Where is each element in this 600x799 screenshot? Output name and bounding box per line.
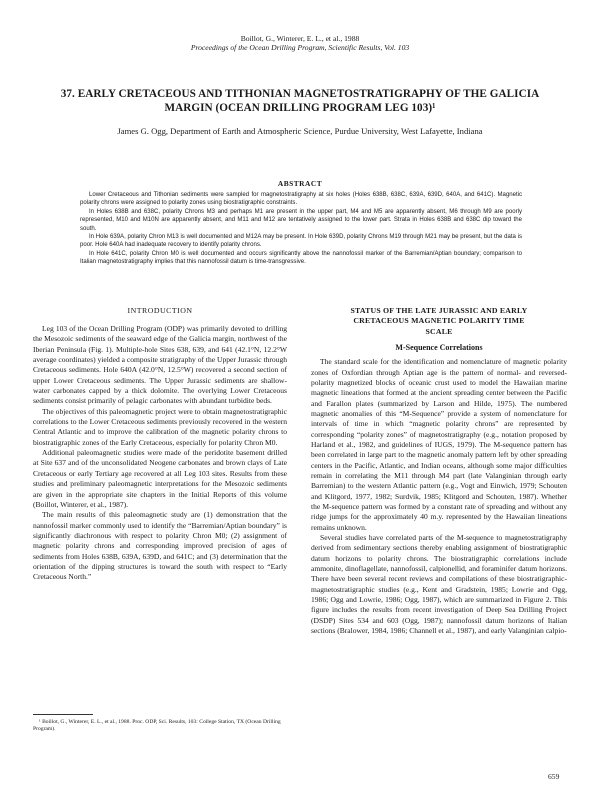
body-paragraph: Several studies have correlated parts of the M-sequence to magnetostratigraphy derived from sedimentary sections thereby enabling assignment of biostratigraphic datum horizons to polarity chrons. The biostratigraphic correlations include ammonite, dinoflagellate, nannofossil, calpionellid, and foraminifer datum horizons. There have been several recent reviews and compilations of these biostratigraphic-magnetostratigraphic studies (e.g., Kent and Gradstein, 1985; Lowrie and Ogg, 1986; Ogg and Lowrie, 1986; Ogg, 1987), which are summarized in Figure 2. This figure includes the results from recent investigation of Deep Sea Drilling Project (DSDP) Sites 534 and 603 (Ogg, 1987); nannofossil datum horizons of Italian sections (Bralower, 1984, 1986; Channell et al., 1987), and early Valanginian calpio- (311, 533, 567, 636)
running-head-citation: Boillot, G., Winterer, E. L., et al., 1988 (240, 34, 360, 43)
section-heading (311, 306, 567, 337)
body-paragraph: The standard scale for the identification and nomenclature of magnetic polarity zones of Oxfordian through Aptian age is the pattern of normal- and reversed-polarity magnetized blocks of oceanic crust used to model the Hawaiian marine magnetic lineations that formed at the ancient spreading center between the Pacific and Farallon plates (summarized by Larson and Hilde, 1975). The numbered magnetic anomalies of this “M-Sequence” provide a system of nomenclature for intervals of time in which “magnetic polarity chrons” are represented by corresponding “polarity zones” of magnetostratigraphy (e.g., notation proposed by Harland et al., 1982, and guidelines of IUGS, 1979). The M-sequence pattern has been correlated in large part to the magnetic anomaly pattern left by other spreading centers in the Pacific, Atlantic, and Indian oceans, although some major difficulties remain in correlating the M11 through M4 part (late Valanginian through early Barremian) to the western Atlantic pattern (e.g., Vogt and Einwich, 1979; Schouten and Klitgord, 1977, 1982; Surdvik, 1985; Klitgord and Schouten, 1987). Whether the M-sequence pattern was formed by a constant rate of spreading and without any ridge jumps for the approximately 40 m.y. represented by the Hawaiian lineations remains unknown. (311, 357, 567, 532)
author-affiliation: James G. Ogg, Department of Earth and Atmospheric Science, Purdue University, West Lafayette, Indiana (117, 126, 483, 136)
abstract-paragraph: In Hole 639A, polarity Chron M13 is well documented and M12A may be present. In Hole 639D, polarity Chrons M19 through M21 may be present, but the data is poor. Hole 640A had inadequate recovery to identify polarity chrons. (80, 234, 522, 249)
abstract (80, 191, 522, 267)
footnote (33, 714, 287, 734)
body-paragraph: The main results of this paleomagnetic study are (1) demonstration that the nannofossil marker commonly used to identify the “Barremian/Aptian boundary” is significantly diachronous with respect to polarity Chron M0; (2) assignment of magnetic polarity chrons and corresponding improved precision of ages of sediments from Holes 638B, 639A, 639D, and 641C; and (3) determination that the orientation of the dipping structures is toward the south with respect to “Early Cretaceous North.” (33, 510, 287, 582)
page-number: 659 (548, 772, 560, 781)
title-line-2: MARGIN (OCEAN DRILLING PROGRAM LEG 103)¹ (164, 101, 436, 114)
abstract-paragraph: Lower Cretaceous and Tithonian sediments were sampled for magnetostratigraphy at six holes (Holes 638B, 638C, 639A, 639D, 640A, and 641C). Magnetic polarity chrons were assigned to polarity zones using biostratigraphic constraints. (80, 192, 522, 207)
introduction-heading: INTRODUCTION (127, 306, 193, 315)
body-paragraph: The objectives of this paleomagnetic project were to obtain magnetostratigraphic correlations to the Lower Cretaceous sediments previously recovered in the western Central Atlantic and to improve the calibration of the magnetic polarity chrons to biostratigraphic zones of the Early Cretaceous, especially for polarity Chron M0. (33, 406, 287, 447)
abstract-heading: ABSTRACT (277, 179, 323, 188)
running-head-series: Proceedings of the Ocean Drilling Program, Scientific Results, Vol. 103 (190, 43, 410, 53)
title-line-1: 37. EARLY CRETACEOUS AND TITHONIAN MAGNETOSTRATIGRAPHY OF THE GALICIA (60, 88, 540, 100)
footnote-text: ¹ Boillot, G., Winterer, E. L., et al., 1988. Proc. ODP, Sci. Results, 103: College Station, TX (Ocean Drilling Program). (33, 719, 281, 733)
abstract-paragraph: In Hole 641C, polarity Chron M0 is well documented and occurs significantly above the nannofossil marker of the Barremian/Aptian boundary; comparison to Italian magnetostratigraphy implies that this nannofossil datum is time-transgressive. (80, 250, 522, 266)
paper-title (30, 88, 570, 115)
body-paragraph: Additional paleomagnetic studies were made of the peridotite basement drilled at Site 637 and of the unconsolidated Neogene carbonates and brown clays of Late Cretaceous or early Tertiary age recovered at all Leg 103 sites. Results from these studies and preliminary paleomagnetic interpretations for the Mesozoic sediments are given in the appropriate site chapters in the Initial Reports of this volume (Boillot, Winterer, et al., 1987). (33, 448, 287, 509)
section-heading-line-2: CRETACEOUS MAGNETIC POLARITY TIME (353, 316, 525, 326)
section-heading-line-3: SCALE (425, 326, 453, 336)
section-heading-line-1: STATUS OF THE LATE JURASSIC AND EARLY (350, 306, 528, 315)
abstract-paragraph: In Holes 638B and 638C, polarity Chrons M3 and perhaps M1 are present in the upper part, M4 and M5 are apparently absent, M6 through M9 are poorly represented, M10 and M10N are apparently absent, and M11 and M12 are tentatively assigned to the lower part. Strata in Holes 638B and 638C dip toward the south. (80, 208, 522, 232)
left-column (33, 306, 287, 583)
body-paragraph: Leg 103 of the Ocean Drilling Program (ODP) was primarily devoted to drilling the Mesozoic sediments of the seaward edge of the Galicia margin, northwest of the Iberian Peninsula (Fig. 1). Multiple-hole Sites 638, 639, and 641 (42.1°N, 12.2°W average coordinates) yielded a composite stratigraphy of the Upper Jurassic through Cretaceous sediments. Hole 640A (42.0°N, 12.5°W) recovered a second section of upper Lower Cretaceous sediments. The Upper Jurassic sediments are shallow-water carbonates capped by a thick dolomite. The overlying Lower Cretaceous sediments consist primarily of pelagic carbonates with abundant turbidite beds. (33, 324, 287, 406)
running-head (0, 34, 600, 53)
subsection-heading: M-Sequence Correlations (395, 343, 483, 353)
footnote-rule (33, 714, 93, 715)
right-column (311, 306, 567, 637)
